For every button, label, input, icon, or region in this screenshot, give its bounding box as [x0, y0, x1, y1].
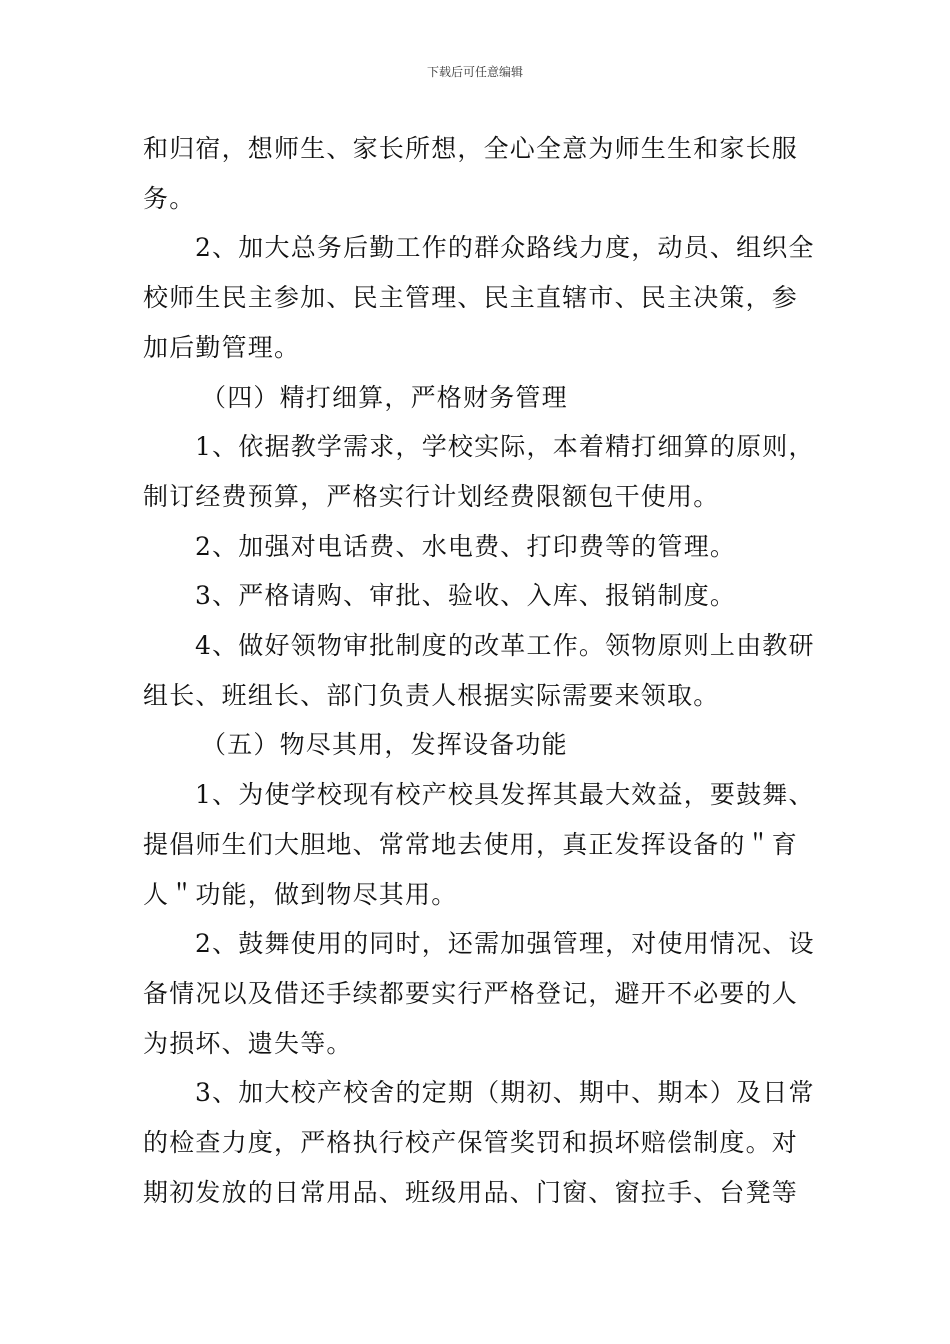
paragraph-item-continuation — [143, 1118, 808, 1217]
text-line: 为损坏、遗失等。 — [143, 1028, 353, 1058]
paragraph-item — [143, 223, 815, 273]
paragraph-continuation — [143, 124, 808, 223]
section-heading — [143, 373, 808, 423]
text-line: 提倡师生们大胆地、常常地去使用，真正发挥设备的＂育 — [143, 829, 799, 859]
paragraph-item-continuation — [143, 273, 808, 372]
document-body — [143, 124, 815, 1217]
text-line: （四）精打细算，严格财务管理 — [201, 382, 568, 412]
section-heading — [143, 720, 808, 770]
text-line: 加后勤管理。 — [143, 332, 301, 362]
text-line: 4、做好领物审批制度的改革工作。领物原则上由教研 — [195, 631, 815, 661]
paragraph-item-continuation — [143, 969, 808, 1068]
text-line: 1、依据教学需求，学校实际，本着精打细算的原则， — [195, 432, 815, 462]
paragraph-item-continuation — [143, 472, 808, 522]
paragraph-item — [143, 522, 808, 572]
text-line: 3、加大校产校舍的定期（期初、期中、期本）及日常 — [195, 1078, 815, 1108]
text-line: 2、加大总务后勤工作的群众路线力度，动员、组织全 — [195, 233, 815, 263]
text-line: 1、为使学校现有校产校具发挥其最大效益，要鼓舞、 — [195, 780, 815, 810]
text-line: 务。 — [143, 183, 196, 213]
text-line: 和归宿，想师生、家长所想，全心全意为师生生和家长服 — [143, 134, 799, 163]
text-line: 校师生民主参加、民主管理、民主直辖市、民主决策，参 — [143, 283, 799, 313]
text-line: 2、鼓舞使用的同时，还需加强管理，对使用情况、设 — [195, 929, 815, 959]
paragraph-item — [143, 1068, 815, 1118]
text-line: 制订经费预算，严格实行计划经费限额包干使用。 — [143, 481, 720, 511]
paragraph-item — [143, 571, 808, 621]
text-line: 2、加强对电话费、水电费、打印费等的管理。 — [195, 531, 737, 561]
page-header: 下载后可任意编辑 — [426, 65, 523, 79]
paragraph-item — [143, 422, 815, 472]
text-line: （五）物尽其用，发挥设备功能 — [201, 730, 568, 760]
paragraph-item — [143, 621, 815, 671]
text-line: 的检查力度，严格执行校产保管奖罚和损坏赔偿制度。对 — [143, 1128, 799, 1158]
paragraph-item-continuation — [143, 671, 808, 721]
paragraph-item-continuation — [143, 820, 808, 919]
text-line: 备情况以及借还手续都要实行严格登记，避开不必要的人 — [143, 978, 799, 1008]
paragraph-item — [143, 919, 815, 969]
paragraph-item — [143, 770, 815, 820]
text-line: 期初发放的日常用品、班级用品、门窗、窗拉手、台凳等 — [143, 1177, 799, 1207]
text-line: 3、严格请购、审批、验收、入库、报销制度。 — [195, 581, 737, 611]
text-line: 人＂功能，做到物尽其用。 — [143, 879, 458, 909]
text-line: 组长、班组长、部门负责人根据实际需要来领取。 — [143, 680, 720, 710]
